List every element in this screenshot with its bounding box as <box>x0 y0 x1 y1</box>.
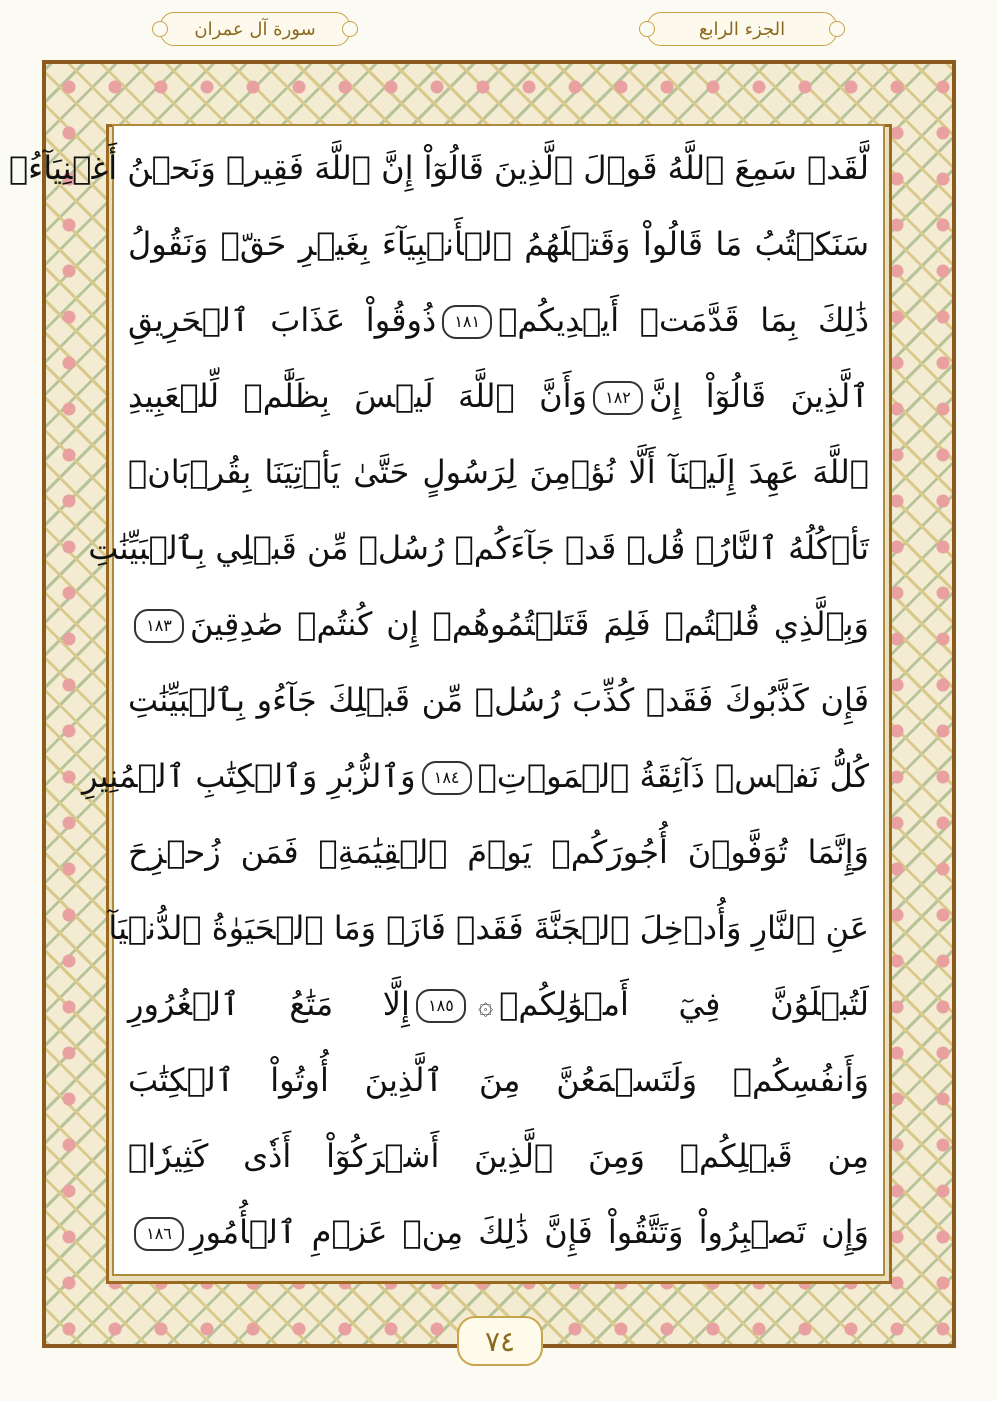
verse-marker: ١٨٥ <box>416 989 466 1023</box>
text-line: لَتُبۡلَوُنَّ فِيٓ أَمۡوَٰلِكُمۡ۞١٨٥إِلَّا مَتَٰعُ ٱلۡغُرُورِ <box>128 970 869 1038</box>
hizb-icon: ۞ <box>477 991 494 1021</box>
text-line: وَإِن تَصۡبِرُواْ وَتَتَّقُواْ فَإِنَّ ذَٰلِكَ مِنۡ عَزۡمِ ٱلۡأُمُورِ١٨٦ <box>128 1198 869 1266</box>
quran-text-panel <box>8 124 885 1276</box>
text-line: فَإِن كَذَّبُوكَ فَقَدۡ كُذِّبَ رُسُلٞ مِّن قَبۡلِكَ جَآءُو بِٱلۡبَيِّنَٰتِ <box>128 681 869 719</box>
verse-marker: ١٨٤ <box>422 761 472 795</box>
text-line: سَنَكۡتُبُ مَا قَالُواْ وَقَتۡلَهُمُ ٱلۡأَنۢبِيَآءَ بِغَيۡرِ حَقّٖ وَنَقُولُ <box>128 225 869 263</box>
text-line: لَّقَدۡ سَمِعَ ٱللَّهُ قَوۡلَ ٱلَّذِينَ قَالُوٓاْ إِنَّ ٱللَّهَ فَقِيرٞ وَنَحۡنُ أَغۡنِيَآءُۘ <box>8 149 869 187</box>
text-line: كُلُّ نَفۡسٖ ذَآئِقَةُ ٱلۡمَوۡتِۗ١٨٤وَٱلزُّبُرِ وَٱلۡكِتَٰبِ ٱلۡمُنِيرِ <box>82 757 869 795</box>
surah-label: سورة آل عمران <box>160 12 350 46</box>
verse-marker: ١٨٦ <box>134 1217 184 1251</box>
text-line: تَأۡكُلُهُ ٱلنَّارُۗ قُلۡ قَدۡ جَآءَكُمۡ رُسُلٞ مِّن قَبۡلِي بِٱلۡبَيِّنَٰتِ <box>88 529 869 567</box>
text-line: وَإِنَّمَا تُوَفَّوۡنَ أُجُورَكُمۡ يَوۡمَ ٱلۡقِيَٰمَةِۖ فَمَن زُحۡزِحَ <box>128 833 869 871</box>
text-line: ٱلَّذِينَ قَالُوٓاْ إِنَّ١٨٢وَأَنَّ ٱللَّهَ لَيۡسَ بِظَلَّٰمٖ لِّلۡعَبِيدِ <box>128 377 869 415</box>
text-line: مِن قَبۡلِكُمۡ وَمِنَ ٱلَّذِينَ أَشۡرَكُوٓاْ أَذٗى كَثِيرٗاۚ <box>128 1137 869 1175</box>
text-line: ٱللَّهَ عَهِدَ إِلَيۡنَآ أَلَّا نُؤۡمِنَ لِرَسُولٍ حَتَّىٰ يَأۡتِيَنَا بِقُرۡبَانٖ <box>128 453 869 491</box>
text-line: عَنِ ٱلنَّارِ وَأُدۡخِلَ ٱلۡجَنَّةَ فَقَدۡ فَازَۗ وَمَا ٱلۡحَيَوٰةُ ٱلدُّنۡيَآ <box>108 909 869 947</box>
verse-marker: ١٨٢ <box>593 381 643 415</box>
juz-label: الجزء الرابع <box>647 12 837 46</box>
verse-marker: ١٨١ <box>442 305 492 339</box>
text-line: ذَٰلِكَ بِمَا قَدَّمَتۡ أَيۡدِيكُمۡ١٨١ذُوقُواْ عَذَابَ ٱلۡحَرِيقِ <box>128 301 869 339</box>
text-line: وَبِٱلَّذِي قُلۡتُمۡ فَلِمَ قَتَلۡتُمُوهُمۡ إِن كُنتُمۡ صَٰدِقِينَ١٨٣ <box>128 590 869 658</box>
text-line: وَأَنفُسِكُمۡ وَلَتَسۡمَعُنَّ مِنَ ٱلَّذِينَ أُوتُواْ ٱلۡكِتَٰبَ <box>128 1061 869 1099</box>
verse-marker: ١٨٣ <box>134 609 184 643</box>
page-number: ٧٤ <box>457 1316 543 1366</box>
